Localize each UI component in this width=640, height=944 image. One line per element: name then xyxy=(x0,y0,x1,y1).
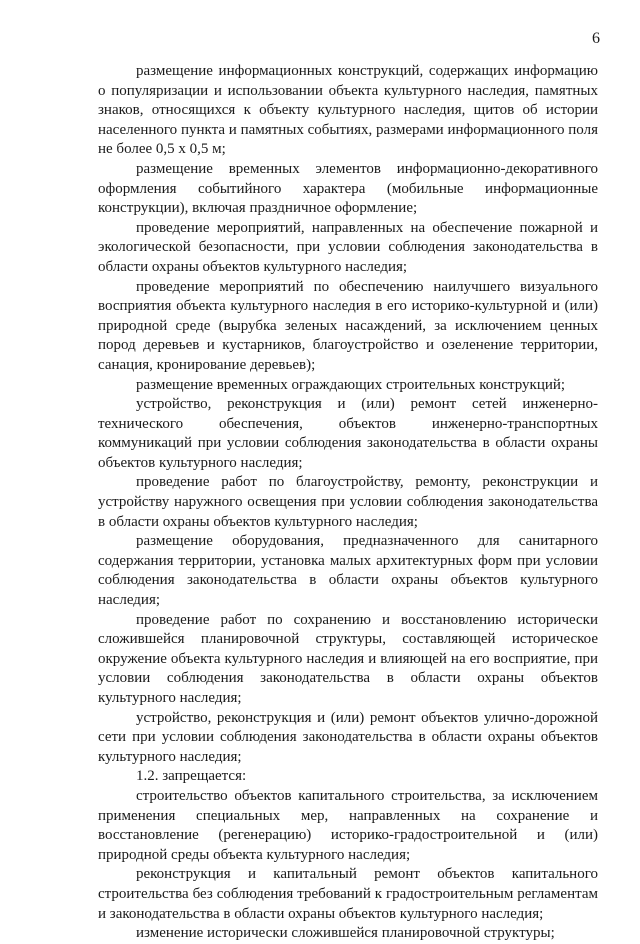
paragraph: проведение мероприятий по обеспечению наилучшего визуального восприятия объекта культурного наследия в его историко-культурной и (или) природной среде (вырубка зеленых насаждений, за исключением ценных пород деревьев и кустарников, благоустройство и озеленение территории, санация, кронирование деревьев); xyxy=(98,278,598,373)
paragraph: размещение временных элементов информационно-декоративного оформления событийного характера (мобильные информационные конструкции), включая праздничное оформление; xyxy=(98,160,598,217)
paragraph: проведение мероприятий, направленных на обеспечение пожарной и экологической безопасности, при условии соблюдения законодательства в области охраны объектов культурного наследия; xyxy=(98,219,598,275)
paragraph: изменение исторически сложившейся планировочной структуры; xyxy=(136,925,555,942)
paragraph: строительство объектов капитального строительства, за исключением применения специальных мер, направленных на сохранение и восстановление (регенерацию) историко-градостроительной и (или) природной среды объекта культурного наследия; xyxy=(98,787,598,863)
paragraph: размещение оборудования, предназначенного для санитарного содержания территории, установка малых архитектурных форм при условии соблюдения законодательства в области охраны объектов культурного наследия; xyxy=(98,533,598,609)
paragraph: проведение работ по благоустройству, ремонту, реконструкции и устройству наружного освещения при условии соблюдения законодательства в области охраны объектов культурного наследия; xyxy=(98,474,598,530)
paragraph: реконструкция и капитальный ремонт объектов капитального строительства без соблюдения требований к градостроительным регламентам и законодательства в области охраны объектов культурного наследия; xyxy=(98,866,598,922)
paragraph: размещение временных ограждающих строительных конструкций; xyxy=(136,376,566,393)
paragraph: размещение информационных конструкций, содержащих информацию о популяризации и использовании объекта культурного наследия, памятных знаков, относящихся к объекту культурного наследия, щитов об истории населенного пункта и памятных событиях, размерами информационного поля не более 0,5 х 0,5 м; xyxy=(98,63,598,158)
paragraph: устройство, реконструкция и (или) ремонт объектов улично-дорожной сети при условии соблюдения законодательства в области охраны объектов культурного наследия; xyxy=(98,709,598,765)
document-body xyxy=(98,62,598,944)
page-number: 6 xyxy=(592,30,600,47)
section-heading: 1.2. запрещается: xyxy=(136,768,247,785)
paragraph: проведение работ по сохранению и восстановлению исторически сложившейся планировочной структуры, составляющей историческое окружение объекта культурного наследия и влияющей на его восприятие, при условии соблюдения законодательства в области охраны объектов культурного наследия; xyxy=(98,611,598,706)
paragraph: устройство, реконструкция и (или) ремонт сетей инженерно-технического обеспечения, объектов инженерно-транспортных коммуникаций при условии соблюдения законодательства в области охраны объектов культурного наследия; xyxy=(98,396,598,471)
